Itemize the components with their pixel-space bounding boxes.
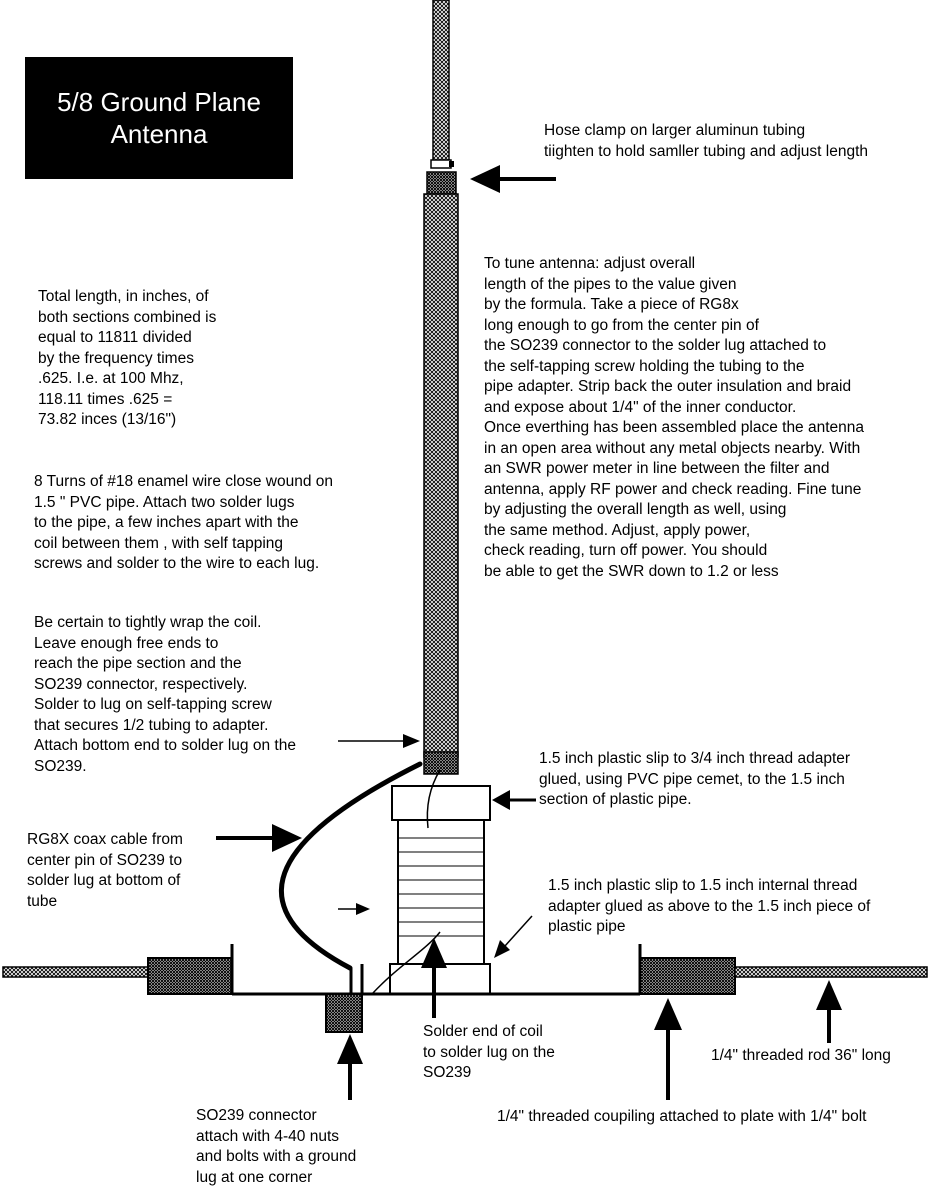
note-line: screws and solder to the wire to each lug. (34, 555, 320, 572)
note-line: Total length, in inches, of (38, 288, 209, 305)
arrow-hose-clamp (470, 165, 556, 193)
hose-clamp-note (544, 121, 868, 162)
note-line: Attach bottom end to solder lug on the (34, 737, 296, 754)
note-line: antenna, apply RF power and check reading. Fine tune (484, 480, 862, 498)
note-line: 118.11 times .625 = (38, 390, 173, 408)
note-line: by the frequency times (38, 349, 194, 367)
note-line: equal to 11811 divided (38, 329, 192, 346)
note-line: 1/4" threaded rod 36" long (711, 1047, 891, 1064)
note-line: reach the pipe section and the (34, 655, 242, 672)
top-adapter-note (539, 749, 850, 811)
note-line: an SWR power meter in line between the filter and (484, 460, 830, 477)
note-line: RG8X coax cable from (27, 831, 183, 848)
diagram-title (25, 57, 293, 179)
arrow-top-adapter (492, 790, 536, 810)
note-line: SO239 (423, 1064, 472, 1081)
so239-connector (326, 994, 362, 1032)
left-coupling (148, 958, 232, 994)
coax-note (27, 830, 183, 912)
threaded-rod-note (711, 1046, 891, 1067)
pvc-pipe (398, 820, 484, 964)
arrow-threaded-rod (816, 980, 842, 1043)
upper-tube (433, 0, 449, 162)
note-line: SO239. (34, 757, 87, 775)
right-coupling (640, 958, 735, 994)
tube-base (424, 752, 458, 774)
arrow-bottom-adapter (494, 916, 532, 958)
tuning-note (484, 254, 864, 582)
wrap-coil-note (34, 613, 296, 777)
arrow-coupling (654, 998, 682, 1100)
note-line: both sections combined is (38, 308, 217, 326)
note-line: check reading, turn off power. You should (484, 542, 768, 559)
bottom-adapter (390, 964, 490, 994)
note-line: adapter glued as above to the 1.5 inch piece of (548, 897, 871, 915)
note-line: coil between them , with self tapping (34, 534, 283, 552)
note-line: 73.82 inces (13/16") (38, 411, 177, 428)
note-line: section of plastic pipe. (539, 791, 692, 808)
note-line: 1.5 inch plastic slip to 3/4 inch thread adapter (539, 750, 851, 767)
note-line: and bolts with a ground (196, 1148, 357, 1165)
total-length-note (38, 287, 216, 431)
top-adapter (392, 786, 490, 820)
bottom-adapter-note (548, 876, 870, 938)
title-line-1: 5/8 Ground Plane (57, 87, 261, 117)
note-line: 1.5 inch plastic slip to 1.5 inch internal thread (548, 877, 858, 894)
note-line: 1.5 " PVC pipe. Attach two solder lugs (34, 493, 295, 511)
note-line: by adjusting the overall length as well, using (484, 501, 787, 518)
note-line: tube (27, 892, 58, 910)
coil-note (34, 472, 333, 575)
note-line: glued, using PVC pipe cemet, to the 1.5 inch (539, 770, 845, 788)
note-line: the SO239 connector to the solder lug attached to (484, 337, 827, 354)
arrow-coax (216, 824, 302, 852)
note-line: SO239 connector, respectively. (34, 675, 248, 693)
note-line: lug at one corner (196, 1168, 313, 1186)
arrow-coil (338, 903, 370, 915)
note-line: the same method. Adjust, apply power, (484, 521, 751, 539)
note-line: by the formula. Take a piece of RG8x (484, 296, 739, 313)
note-line: Hose clamp on larger aluminun tubing (544, 122, 806, 139)
solder-end-note (423, 1022, 555, 1084)
note-line: Once everthing has been assembled place the antenna (484, 419, 865, 436)
note-line: center pin of SO239 to (27, 851, 183, 869)
note-line: pipe adapter. Strip back the outer insulation and braid (484, 378, 852, 395)
note-line: Be certain to tightly wrap the coil. (34, 614, 262, 631)
note-line: plastic pipe (548, 918, 626, 935)
note-line: 8 Turns of #18 enamel wire close wound on (34, 473, 333, 490)
note-line: 1/4" threaded coupiling attached to plate with 1/4" bolt (497, 1108, 867, 1125)
note-line: that secures 1/2 tubing to adapter. (34, 716, 269, 734)
note-line: in an open area without any metal objects nearby. With (484, 439, 861, 457)
note-line: tiighten to hold samller tubing and adjust length (544, 142, 868, 160)
so239-note (196, 1106, 356, 1188)
right-threaded-rod (735, 967, 927, 977)
note-line: solder lug at bottom of (27, 872, 181, 889)
left-threaded-rod (3, 967, 148, 977)
coupling-note (497, 1107, 866, 1128)
hose-clamp (427, 160, 456, 194)
note-line: Leave enough free ends to (34, 634, 219, 652)
note-line: length of the pipes to the value given (484, 275, 737, 293)
arrow-so239 (337, 1034, 363, 1100)
arrow-tube-screw (338, 734, 420, 748)
note-line: to the pipe, a few inches apart with the (34, 514, 299, 531)
note-line: Solder to lug on self-tapping screw (34, 696, 272, 713)
note-line: To tune antenna: adjust overall (484, 255, 696, 272)
note-line: attach with 4-40 nuts (196, 1127, 340, 1145)
lower-tube (424, 194, 458, 757)
title-line-2: Antenna (110, 119, 208, 149)
note-line: and expose about 1/4" of the inner conductor. (484, 398, 797, 416)
note-line: long enough to go from the center pin of (484, 316, 759, 334)
note-line: the self-tapping screw holding the tubing to the (484, 357, 805, 375)
note-line: to solder lug on the (423, 1043, 555, 1061)
note-line: be able to get the SWR down to 1.2 or less (484, 562, 779, 580)
note-line: SO239 connector (196, 1107, 317, 1124)
note-line: Solder end of coil (423, 1023, 543, 1040)
note-line: .625. I.e. at 100 Mhz, (38, 370, 184, 387)
